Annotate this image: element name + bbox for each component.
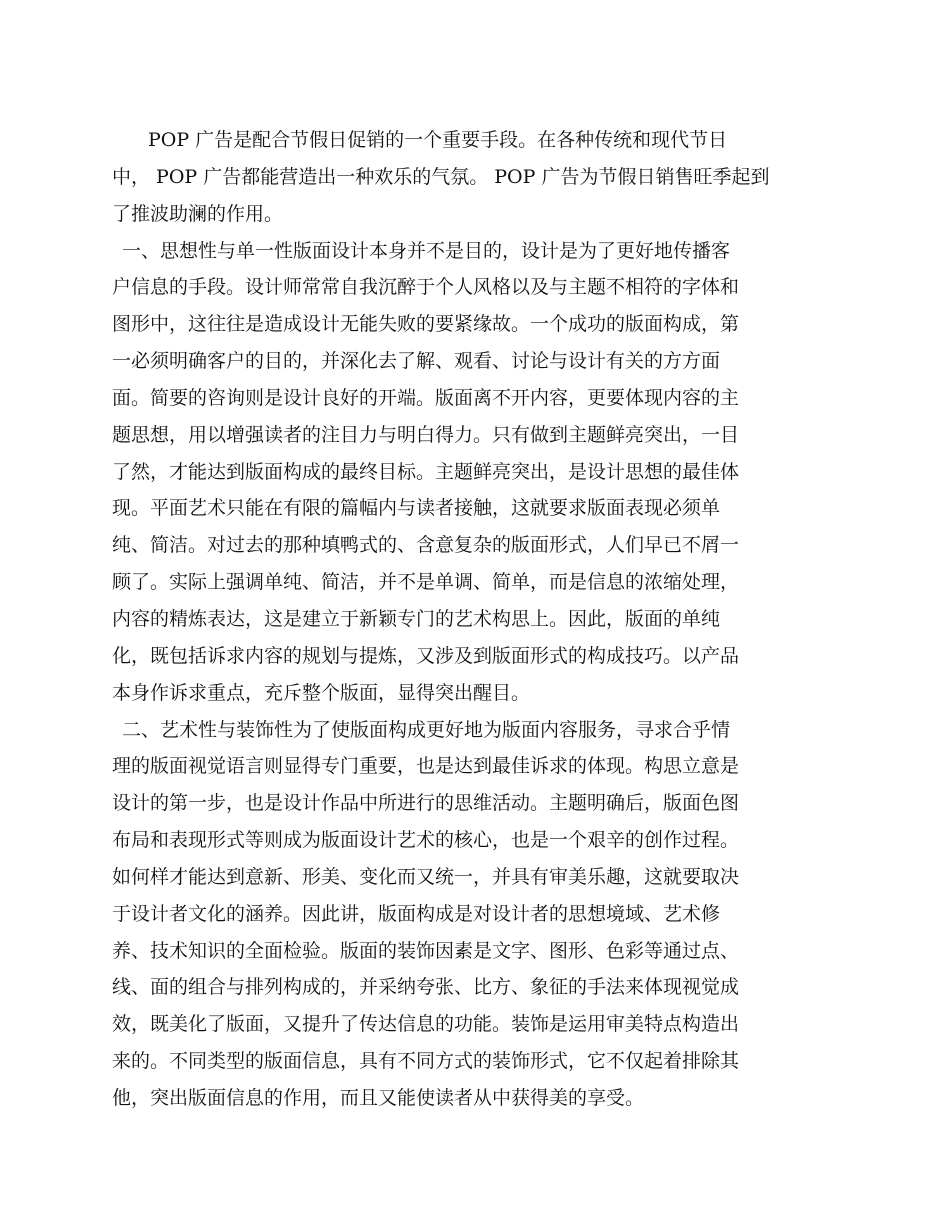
text-line: 内容的精炼表达，这是建立于新颖专门的艺术构思上。因此，版面的单纯	[112, 607, 721, 630]
text-line: 本身作诉求重点，充斥整个版面，显得突出醒目。	[112, 681, 531, 704]
text-line: 效，既美化了版面，又提升了传达信息的功能。装饰是运用审美特点构造出	[112, 1013, 740, 1036]
text-line: 二、艺术性与装饰性为了使版面构成更好地为版面内容服务，寻求合乎情	[122, 718, 731, 741]
text-line: 于设计者文化的涵养。因此讲，版面构成是对设计者的思想境域、艺术修	[112, 902, 721, 925]
text-line: 化，既包括诉求内容的规划与提炼，又涉及到版面形式的构成技巧。以产品	[112, 644, 740, 667]
text-line: 来的。不同类型的版面信息，具有不同方式的装饰形式，它不仅起着排除其	[112, 1050, 740, 1073]
text-line: 题思想，用以增强读者的注目力与明白得力。只有做到主题鲜亮突出，一目	[112, 423, 740, 446]
text-line: 理的版面视觉语言则显得专门重要，也是达到最佳诉求的体现。构思立意是	[112, 755, 740, 778]
document-page	[112, 122, 842, 1117]
text-line: 纯、简洁。对过去的那种填鸭式的、含意复杂的版面形式，人们早已不屑一	[112, 534, 740, 557]
paragraph-section-one	[112, 233, 842, 712]
text-line: 了然，才能达到版面构成的最终目标。主题鲜亮突出，是设计思想的最佳体	[112, 460, 740, 483]
text-line: 面。简要的咨询则是设计良好的开端。版面离不开内容，更要体现内容的主	[112, 386, 740, 409]
text-line: 顾了。实际上强调单纯、简洁，并不是单调、简单，而是信息的浓缩处理，	[112, 571, 740, 594]
text-line: 设计的第一步，也是设计作品中所进行的思维活动。主题明确后，版面色图	[112, 792, 740, 815]
text-line: 图形中，这往往是造成设计无能失败的要紧缘故。一个成功的版面构成，第	[112, 313, 740, 336]
text-line: 如何样才能达到意新、形美、变化而又统一，并具有审美乐趣，这就要取决	[112, 865, 740, 888]
text-line: 现。平面艺术只能在有限的篇幅内与读者接触，这就要求版面表现必须单	[112, 497, 721, 520]
text-line: 户信息的手段。设计师常常自我沉醉于个人风格以及与主题不相符的字体和	[112, 276, 740, 299]
text-line: 一、思想性与单一性版面设计本身并不是目的，设计是为了更好地传播客	[122, 239, 731, 262]
text-line: 他，突出版面信息的作用，而且又能使读者从中获得美的享受。	[112, 1086, 645, 1109]
text-line: 线、面的组合与排列构成的，并采纳夸张、比方、象征的手法来体现视觉成	[112, 976, 740, 999]
text-line: 一必须明确客户的目的，并深化去了解、观看、讨论与设计有关的方方面	[112, 350, 721, 373]
paragraph-pop-intro	[112, 122, 842, 233]
text-line: POP 广告是配合节假日促销的一个重要手段。在各种传统和现代节日	[148, 129, 728, 151]
text-line: 了推波助澜的作用。	[112, 202, 284, 225]
text-line: 中， POP 广告都能营造出一种欢乐的气氛。 POP 广告为节假日销售旺季起到	[112, 165, 770, 188]
paragraph-section-two	[112, 712, 842, 1117]
text-line: 布局和表现形式等则成为版面设计艺术的核心，也是一个艰辛的创作过程。	[112, 829, 740, 852]
text-line: 养、技术知识的全面检验。版面的装饰因素是文字、图形、色彩等通过点、	[112, 939, 740, 962]
